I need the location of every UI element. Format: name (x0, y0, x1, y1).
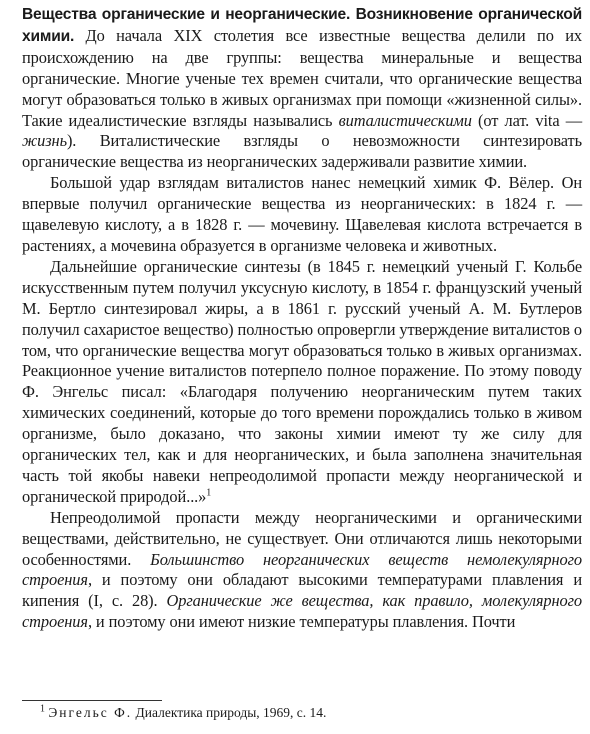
differences-italic-inorganic: Большинство неорганических веществ немолекулярного строения (22, 549, 582, 590)
paragraph-syntheses (22, 257, 582, 508)
footnote-text: Диалектика природы, 1969, с. 14. (132, 705, 327, 720)
paragraph-wohler (22, 173, 582, 257)
intro-text-3: ). Виталистические взгляды о невозможности синтезировать органические вещества из неорганических задерживали развитие химии. (22, 131, 582, 172)
footnote-author: Энгельс Ф. (48, 705, 133, 720)
footnote-number: 1 (40, 703, 45, 715)
paragraph-intro (22, 4, 582, 173)
section-heading: Вещества органические и неорганические. Возникновение органической химии. (22, 6, 582, 45)
intro-italic-vitalism: виталистическими (338, 110, 472, 130)
paragraph-differences (22, 508, 582, 633)
footnote-divider (22, 700, 162, 701)
differences-text-2: , и поэтому они обладают высокими температурами плавления и кипения (I, с. 28). (22, 570, 582, 611)
differences-italic-organic: Органические же вещества, как правило, молекулярного строения (22, 591, 582, 632)
differences-text-3: , и поэтому они имеют низкие температуры плавления. Почти (87, 612, 516, 632)
intro-text-1: До начала XIX столетия все известные вещества делили по их происхождению на две группы: вещества минеральные и вещества органические. Многие ученые тех времен считали, что органические вещества могут образоваться только в живых организмах при помощи «жизненной силы». Такие идеалистические взгляды назывались (22, 25, 582, 130)
wohler-text: Большой удар взглядам виталистов нанес немецкий химик Ф. Вёлер. Он впервые получил органические вещества из неорганических: в 1824 г. — щавелевую кислоту, а в 1828 г. — мочевину. Щавелевая кислота встречается в растениях, а мочевина образуется в организме человека и животных. (22, 173, 582, 255)
document-page (22, 4, 582, 633)
footnote-ref: 1 (206, 487, 212, 499)
syntheses-text: Дальнейшие органические синтезы (в 1845 г. немецкий ученый Г. Кольбе искусственным путем получил уксусную кислоту, в 1854 г. французский ученый М. Бертло синтезировал жиры, а в 1861 г. русский ученый А. М. Бутлеров получил сахаристое вещество) полностью опровергли утверждение виталистов о том, что органические вещества могут образоваться только в живых организмах. Реакционное учение виталистов потерпело полное поражение. По этому поводу Ф. Энгельс писал: «Благодаря получению неорганическим путем таких химических соединений, которые до того времени порождались только в живом организме, было доказано, что законы химии имеют ту же силу для органических тел, как и для неорганических, и была заполнена значительная часть той якобы навеки непреодолимой пропасти между неорганической и органической природой...» (22, 256, 583, 506)
footnote (40, 704, 326, 722)
differences-text-1: Непреодолимой пропасти между неорганическими и органическими веществами, действительно, не существует. Они отличаются лишь некоторыми особенностями. (22, 507, 582, 569)
intro-italic-life: жизнь (22, 131, 67, 151)
intro-text-2: (от лат. vita — (471, 110, 582, 130)
